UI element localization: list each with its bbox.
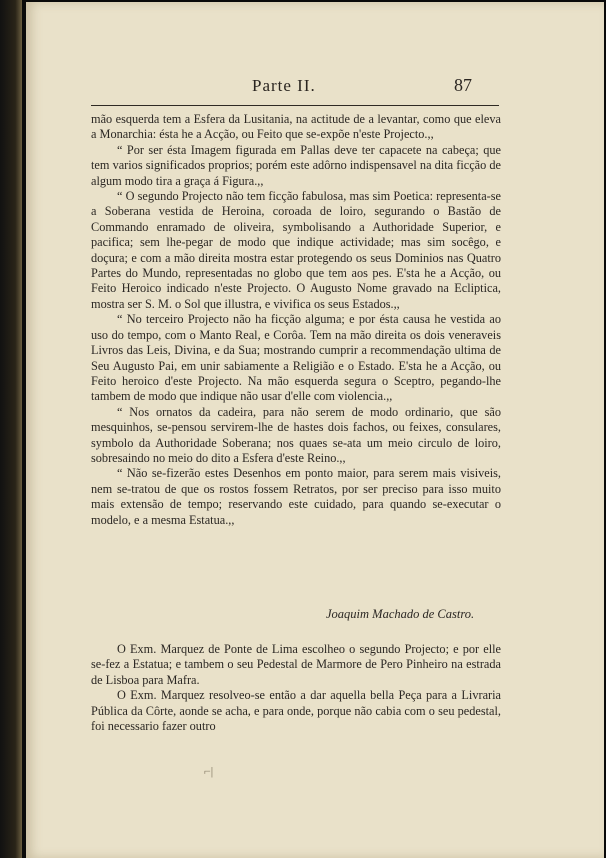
signature: Joaquim Machado de Castro.: [326, 607, 475, 621]
paragraph-1: mão esquerda tem a Esfera da Lusitania, na actitude de a levantar, como que eleva a Monarchia: ésta he a Acção, ou Feito que se-expõe n'este Projecto.,,: [91, 112, 501, 142]
paragraph-2: “ Por ser ésta Imagem figurada em Pallas deve ter capacete na cabeça; que tem varios significados proprios; porém este adôrno indispensavel na dita ficção de algum modo tira a graça á Figura.,,: [91, 142, 501, 188]
running-header: [26, 72, 604, 102]
body-text: [91, 112, 501, 528]
paragraph-5: “ Nos ornatos da cadeira, para não serem de modo ordinario, que são mesquinhos, se-pensou servirem-lhe de hastes dois fachos, ou feixes, consulares, symbolo da Authoridade Soberana; nos quaes se-ata um meio circulo de loiro, sobresaindo no meio do dito a Esfera d'este Reino.,,: [91, 404, 501, 465]
book-gutter: [0, 0, 22, 858]
paragraph-6: “ Não se-fizerão estes Desenhos em ponto maior, para serem mais visiveis, nem se-tratou de que os rostos fossem Retratos, por ser preciso para isso muito mais extensão de tempo; reservando este cuidado, para quando se-executar o modelo, e a mesma Estatua.,,: [91, 466, 501, 527]
note-1: O Exm. Marquez de Ponte de Lima escolheo o segundo Projecto; e por elle se-fez a Estatua; e tambem o seu Pedestal de Marmore de Pero Pinheiro na estrada de Lisboa para Mafra.: [91, 642, 501, 687]
paragraph-3: “ O segundo Projecto não tem ficção fabulosa, mas sim Poetica: representa-se a Soberana vestida de Heroina, coroada de loiro, segurando o Bastão de Commando enramado de oliveira, symbolisando a Authoridade Superior, e pacifica; sem lhe-pegar de modo que indique actividade; mas sim socêgo, e doçura; e com a mão direita mostra estar protegendo os seus Dominios nas Quatro Partes do Mundo, representadas no globo que tem aos pes. E'sta he a Acção, ou Feito Heroico indicado n'este Projecto. O Augusto Nome gravado na Ecliptica, mostra ser S. M. o Sol que illustra, e vivifica os seus Estados.,,: [91, 189, 501, 311]
header-rule: [91, 105, 499, 106]
notes-text: [91, 642, 501, 734]
paragraph-4: “ No terceiro Projecto não ha ficção alguma; e por ésta causa he vestida ao uso do tempo, com o Manto Real, e Corôa. Tem na mão direita os dois veneraveis Livros das Leis, Divina, e da Sua; mostrando cumprir a recommendação ultima de Seu Augusto Pai, em unir sabiamente a Religião e o Estado. E'sta he a Acção, ou Feito heroico d'este Projecto. Na mão esquerda segura o Sceptro, pegando-lhe tambem de modo que indique não usar d'elle com violencia.,,: [91, 312, 501, 404]
margin-mark: ⌐|: [204, 764, 214, 778]
note-2: O Exm. Marquez resolveo-se então a dar aquella bella Peça para a Livraria Pública da Côrte, aonde se acha, e para onde, porque não cabia com o seu pedestal, foi necessario fazer outro: [91, 688, 501, 734]
page-number: 87: [454, 75, 472, 95]
book-page: [26, 2, 604, 858]
running-title: Parte II.: [252, 76, 316, 95]
